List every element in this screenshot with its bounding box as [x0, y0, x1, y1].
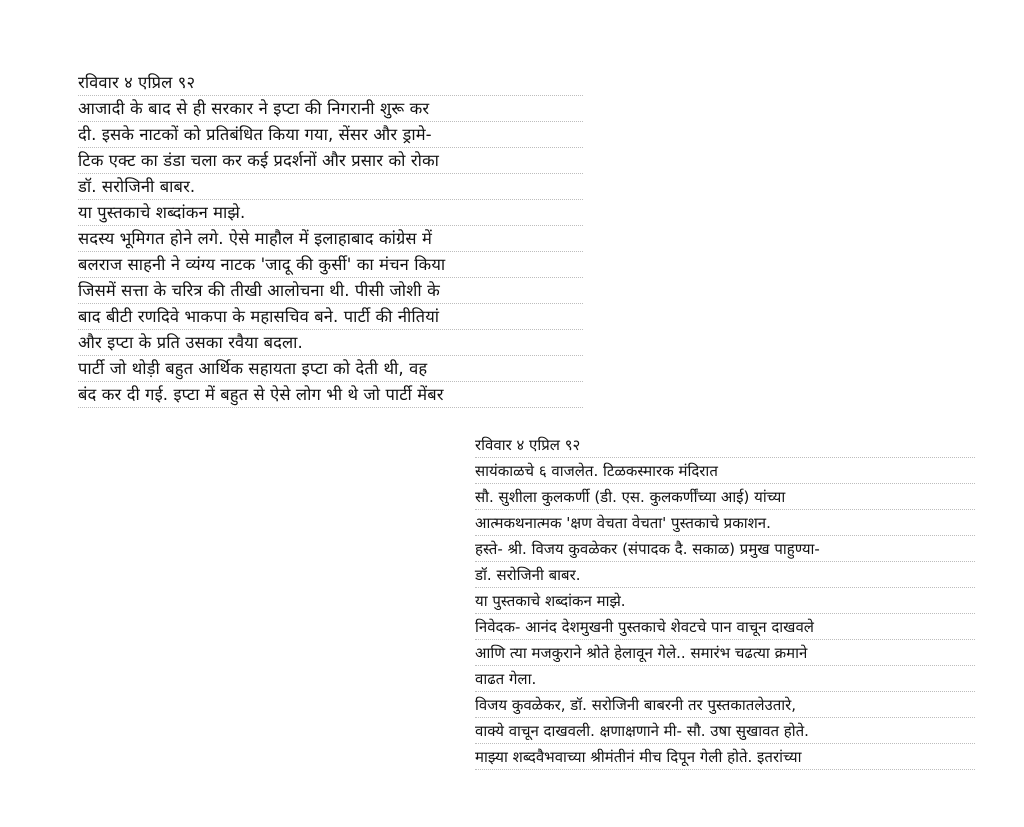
ruled-line	[78, 381, 583, 382]
note-line: जिसमें सत्ता के चरित्र की तीखी आलोचना थी. पीसी जोशी के	[78, 281, 440, 300]
hindi-handwritten-note	[78, 70, 598, 410]
note-line: वाढत गेला.	[475, 670, 537, 688]
note-line: डॉ. सरोजिनी बाबर.	[475, 566, 581, 584]
ruled-line	[475, 483, 975, 484]
note-line: हस्ते- श्री. विजय कुवळेकर (संपादक दै. सकाळ) प्रमुख पाहुण्या-	[475, 540, 820, 558]
ruled-line	[78, 121, 583, 122]
ruled-line	[78, 95, 583, 96]
note-line: वाक्ये वाचून दाखवली. क्षणाक्षणाने मी- सौ. उषा सुखावत होते.	[475, 722, 809, 740]
note-line: सायंकाळचे ६ वाजलेत. टिळकस्मारक मंदिरात	[475, 462, 718, 480]
ruled-line	[78, 251, 583, 252]
ruled-line	[78, 199, 583, 200]
note-line: सदस्य भूमिगत होने लगे. ऐसे माहौल में इलाहाबाद कांग्रेस में	[78, 229, 432, 248]
note-line: रविवार ४ एप्रिल ९२	[78, 73, 196, 92]
note-line: बंद कर दी गई. इप्टा में बहुत से ऐसे लोग भी थे जो पार्टी मेंबर	[78, 385, 444, 404]
ruled-line	[475, 743, 975, 744]
note-line: माझ्या शब्दवैभवाच्या श्रीमंतीनं मीच दिपून गेली होते. इतरांच्या	[475, 748, 802, 766]
note-line: या पुस्तकाचे शब्दांकन माझे.	[475, 592, 626, 610]
ruled-line	[475, 639, 975, 640]
note-line: सौ. सुशीला कुलकर्णी (डी. एस. कुलकर्णींच्या आई) यांच्या	[475, 488, 786, 506]
ruled-line	[78, 277, 583, 278]
ruled-line	[78, 173, 583, 174]
note-line: बाद बीटी रणदिवे भाकपा के महासचिव बने. पार्टी की नीतियां	[78, 307, 440, 326]
ruled-line	[475, 561, 975, 562]
ruled-line	[78, 147, 583, 148]
ruled-line	[78, 225, 583, 226]
marathi-handwritten-note	[475, 432, 1005, 772]
note-line: विजय कुवळेकर, डॉ. सरोजिनी बाबरनी तर पुस्तकातलेउतारे,	[475, 696, 797, 714]
note-line: आत्मकथनात्मक 'क्षण वेचता वेचता' पुस्तकाचे प्रकाशन.	[475, 514, 771, 532]
ruled-line	[78, 355, 583, 356]
ruled-line	[475, 665, 975, 666]
ruled-line	[475, 769, 975, 770]
note-line: पार्टी जो थोड़ी बहुत आर्थिक सहायता इप्टा को देती थी, वह	[78, 359, 428, 378]
ruled-line	[78, 329, 583, 330]
note-line: आजादी के बाद से ही सरकार ने इप्टा की निगरानी शुरू कर	[78, 99, 430, 118]
note-line: और इप्टा के प्रति उसका रवैया बदला.	[78, 333, 303, 352]
note-line: या पुस्तकाचे शब्दांकन माझे.	[78, 203, 246, 222]
ruled-line	[475, 691, 975, 692]
ruled-line	[475, 509, 975, 510]
note-line: टिक एक्ट का डंडा चला कर कई प्रदर्शनों और प्रसार को रोका	[78, 151, 440, 170]
note-line: आणि त्या मजकुराने श्रोते हेलावून गेले.. समारंभ चढत्या क्रमाने	[475, 644, 808, 662]
note-line: डॉ. सरोजिनी बाबर.	[78, 177, 196, 196]
ruled-line	[78, 303, 583, 304]
ruled-line	[475, 587, 975, 588]
note-line: निवेदक- आनंद देशमुखनी पुस्तकाचे शेवटचे पान वाचून दाखवले	[475, 618, 814, 636]
ruled-line	[475, 457, 975, 458]
note-line: रविवार ४ एप्रिल ९२	[475, 436, 581, 454]
ruled-line	[475, 613, 975, 614]
ruled-line	[475, 535, 975, 536]
ruled-line	[78, 407, 583, 408]
ruled-line	[475, 717, 975, 718]
note-line: दी. इसके नाटकों को प्रतिबंधित किया गया, सेंसर और ड्रामे-	[78, 125, 432, 144]
note-line: बलराज साहनी ने व्यंग्य नाटक 'जादू की कुर्सी' का मंचन किया	[78, 255, 446, 274]
